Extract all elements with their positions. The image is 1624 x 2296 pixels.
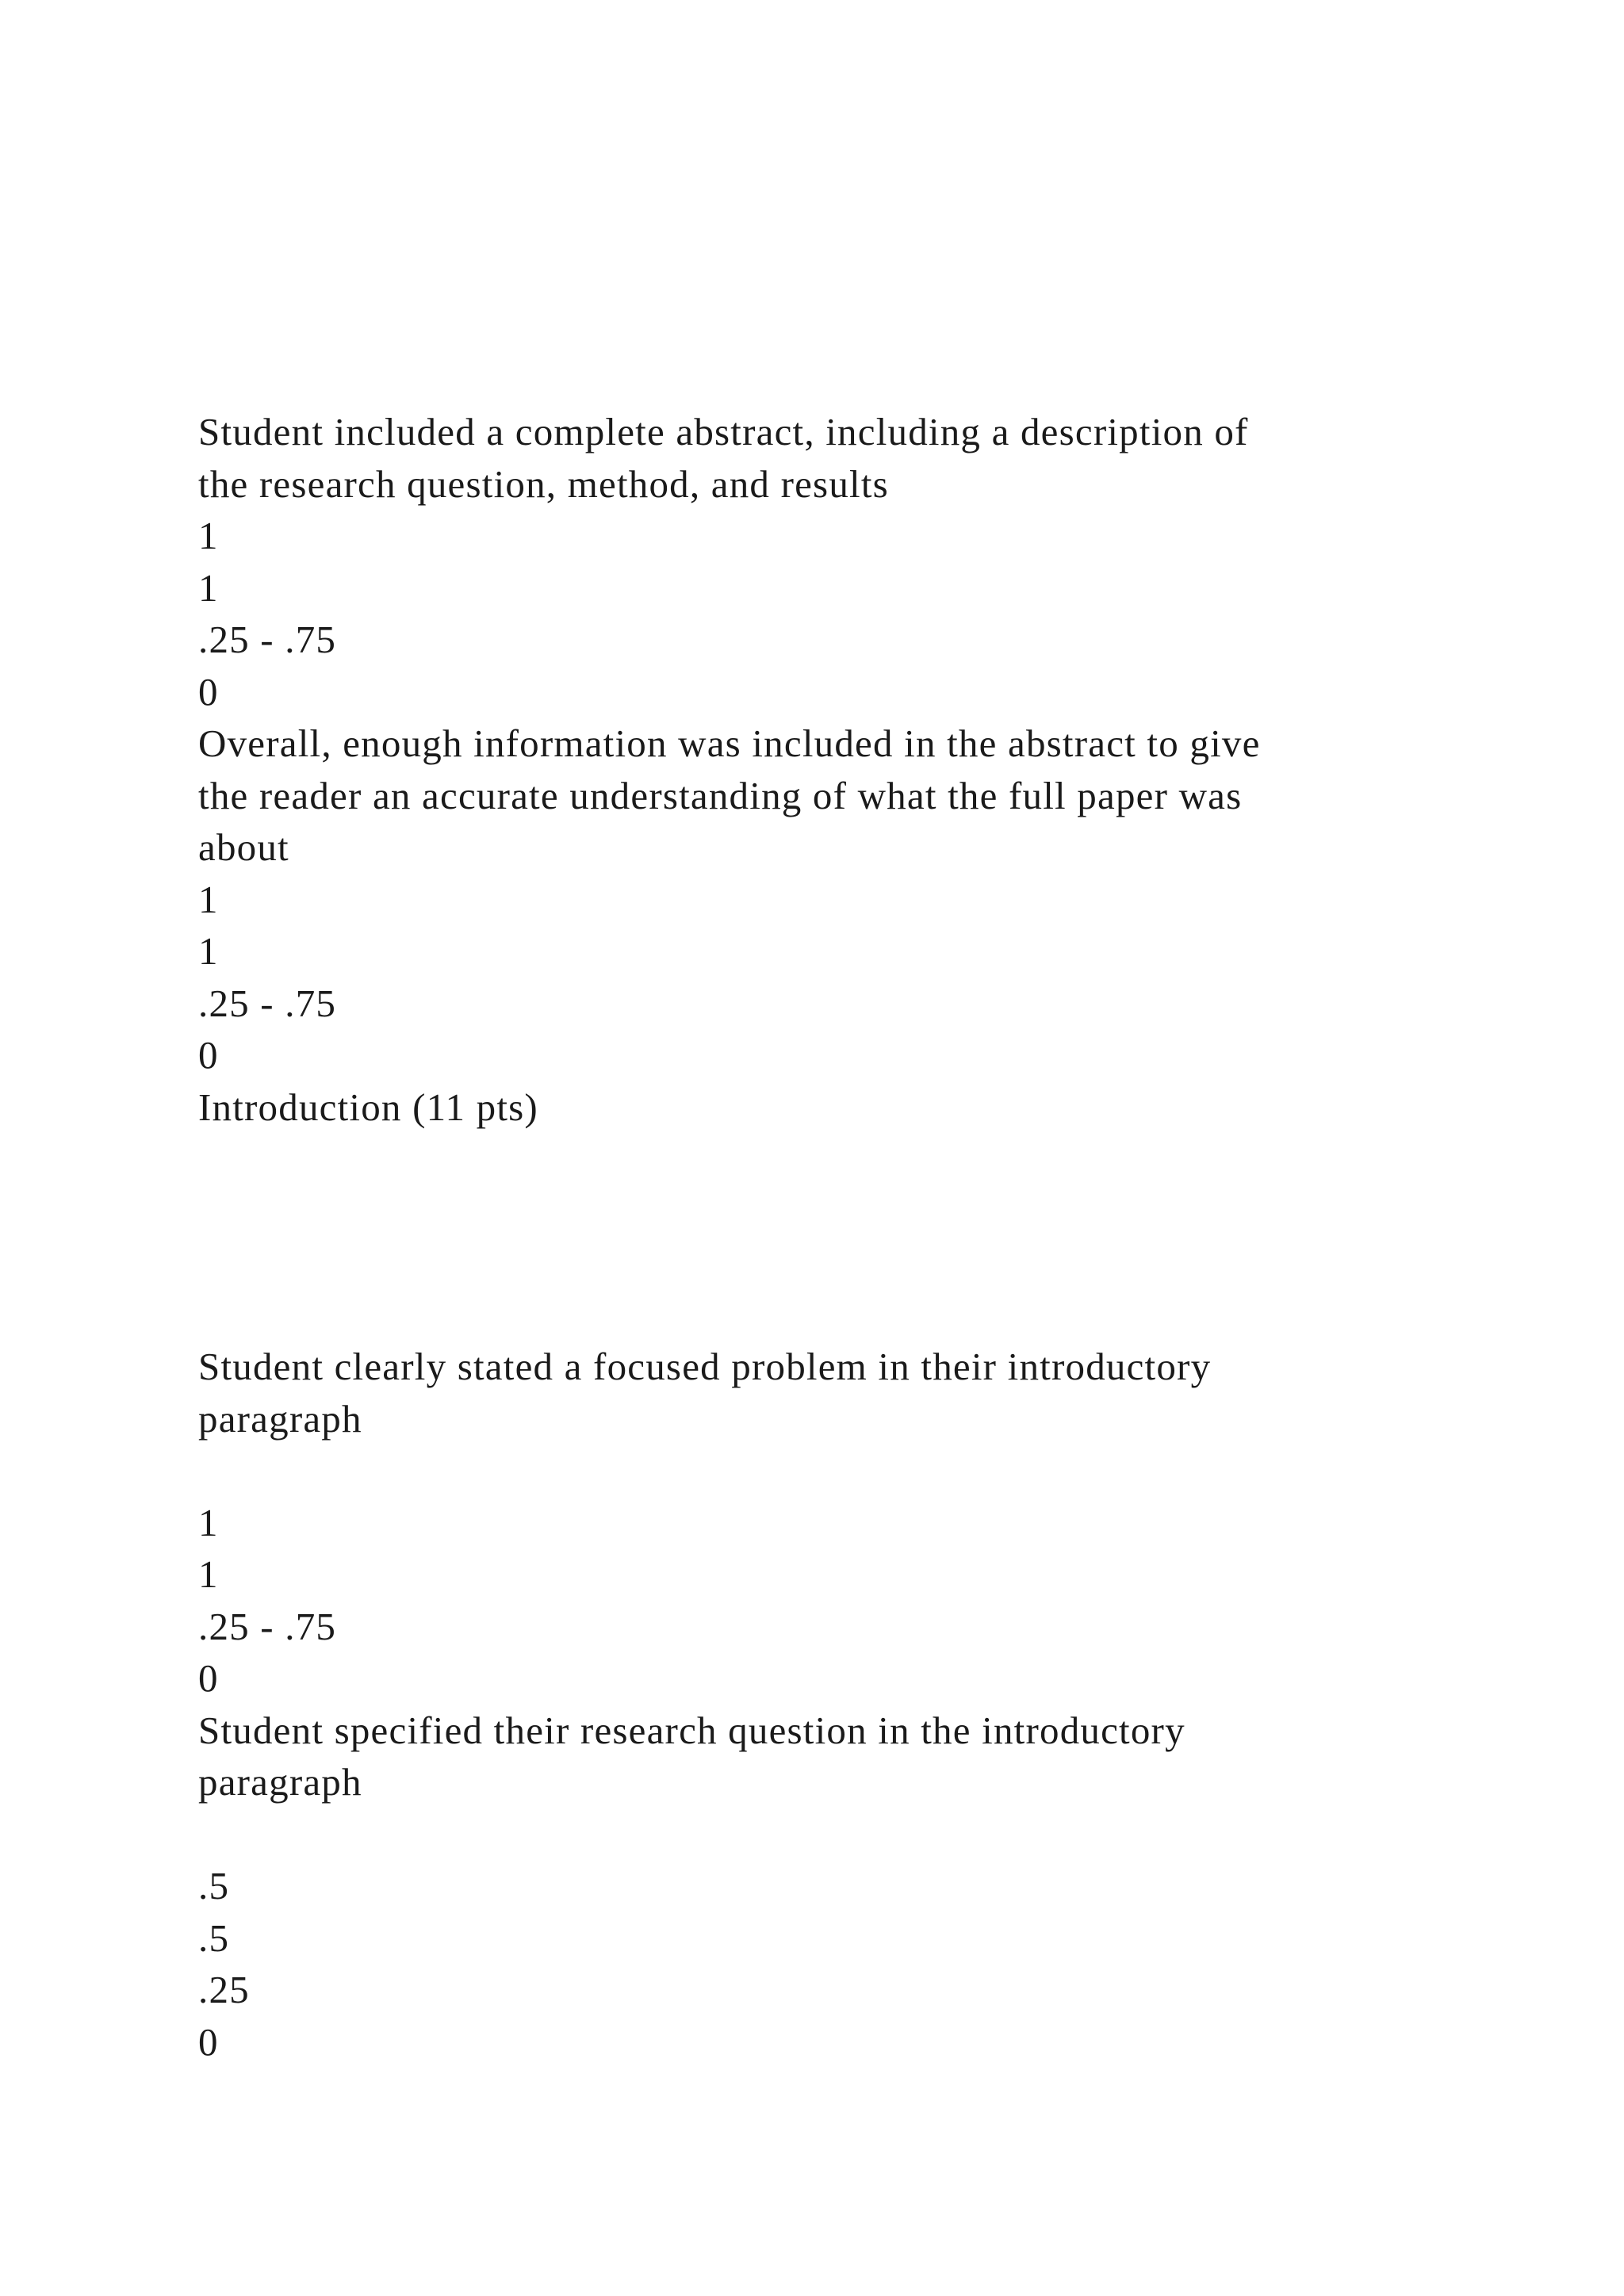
points-value: 1	[198, 565, 219, 610]
section-heading: Introduction (11 pts)	[198, 1085, 538, 1129]
points-value: 1	[198, 514, 219, 557]
points-value: 0	[198, 669, 219, 714]
section-spacer	[198, 1133, 1483, 1341]
points-value: .25 - .75	[198, 1604, 337, 1648]
points-value: 0	[198, 1656, 219, 1700]
rubric-content	[198, 406, 1483, 2068]
blank-line	[198, 1445, 1483, 1497]
criterion-text: Student specified their research question in the introductory	[198, 1708, 1185, 1752]
blank-line	[198, 1808, 1483, 1861]
criterion-text: paragraph	[198, 1760, 362, 1804]
points-value: .25 - .75	[198, 618, 337, 661]
points-value: 0	[198, 2019, 219, 2064]
criterion-text: paragraph	[198, 1396, 362, 1441]
points-value: 1	[198, 1552, 219, 1596]
criterion-abstract-overall	[198, 718, 1483, 1081]
points-value: .5	[198, 1915, 230, 1960]
points-value: .5	[198, 1864, 230, 1908]
criterion-text: Overall, enough information was included in the abstract to give	[198, 721, 1261, 765]
criterion-text: Student clearly stated a focused problem in their introductory	[198, 1345, 1212, 1388]
criterion-text: the reader an accurate understanding of what the full paper was	[198, 773, 1243, 817]
points-value: 1	[198, 877, 219, 921]
criterion-abstract-complete	[198, 406, 1483, 718]
criterion-text: about	[198, 825, 289, 869]
points-value: 1	[198, 1500, 219, 1544]
points-value: 1	[198, 929, 219, 973]
points-value: .25	[198, 1968, 250, 2011]
points-value: 0	[198, 1033, 219, 1077]
criterion-text: the research question, method, and results	[198, 461, 889, 506]
criterion-focused-problem	[198, 1341, 1483, 1705]
criterion-research-question	[198, 1705, 1483, 2068]
points-value: .25 - .75	[198, 981, 337, 1025]
criterion-text: Student included a complete abstract, including a description of	[198, 410, 1249, 453]
